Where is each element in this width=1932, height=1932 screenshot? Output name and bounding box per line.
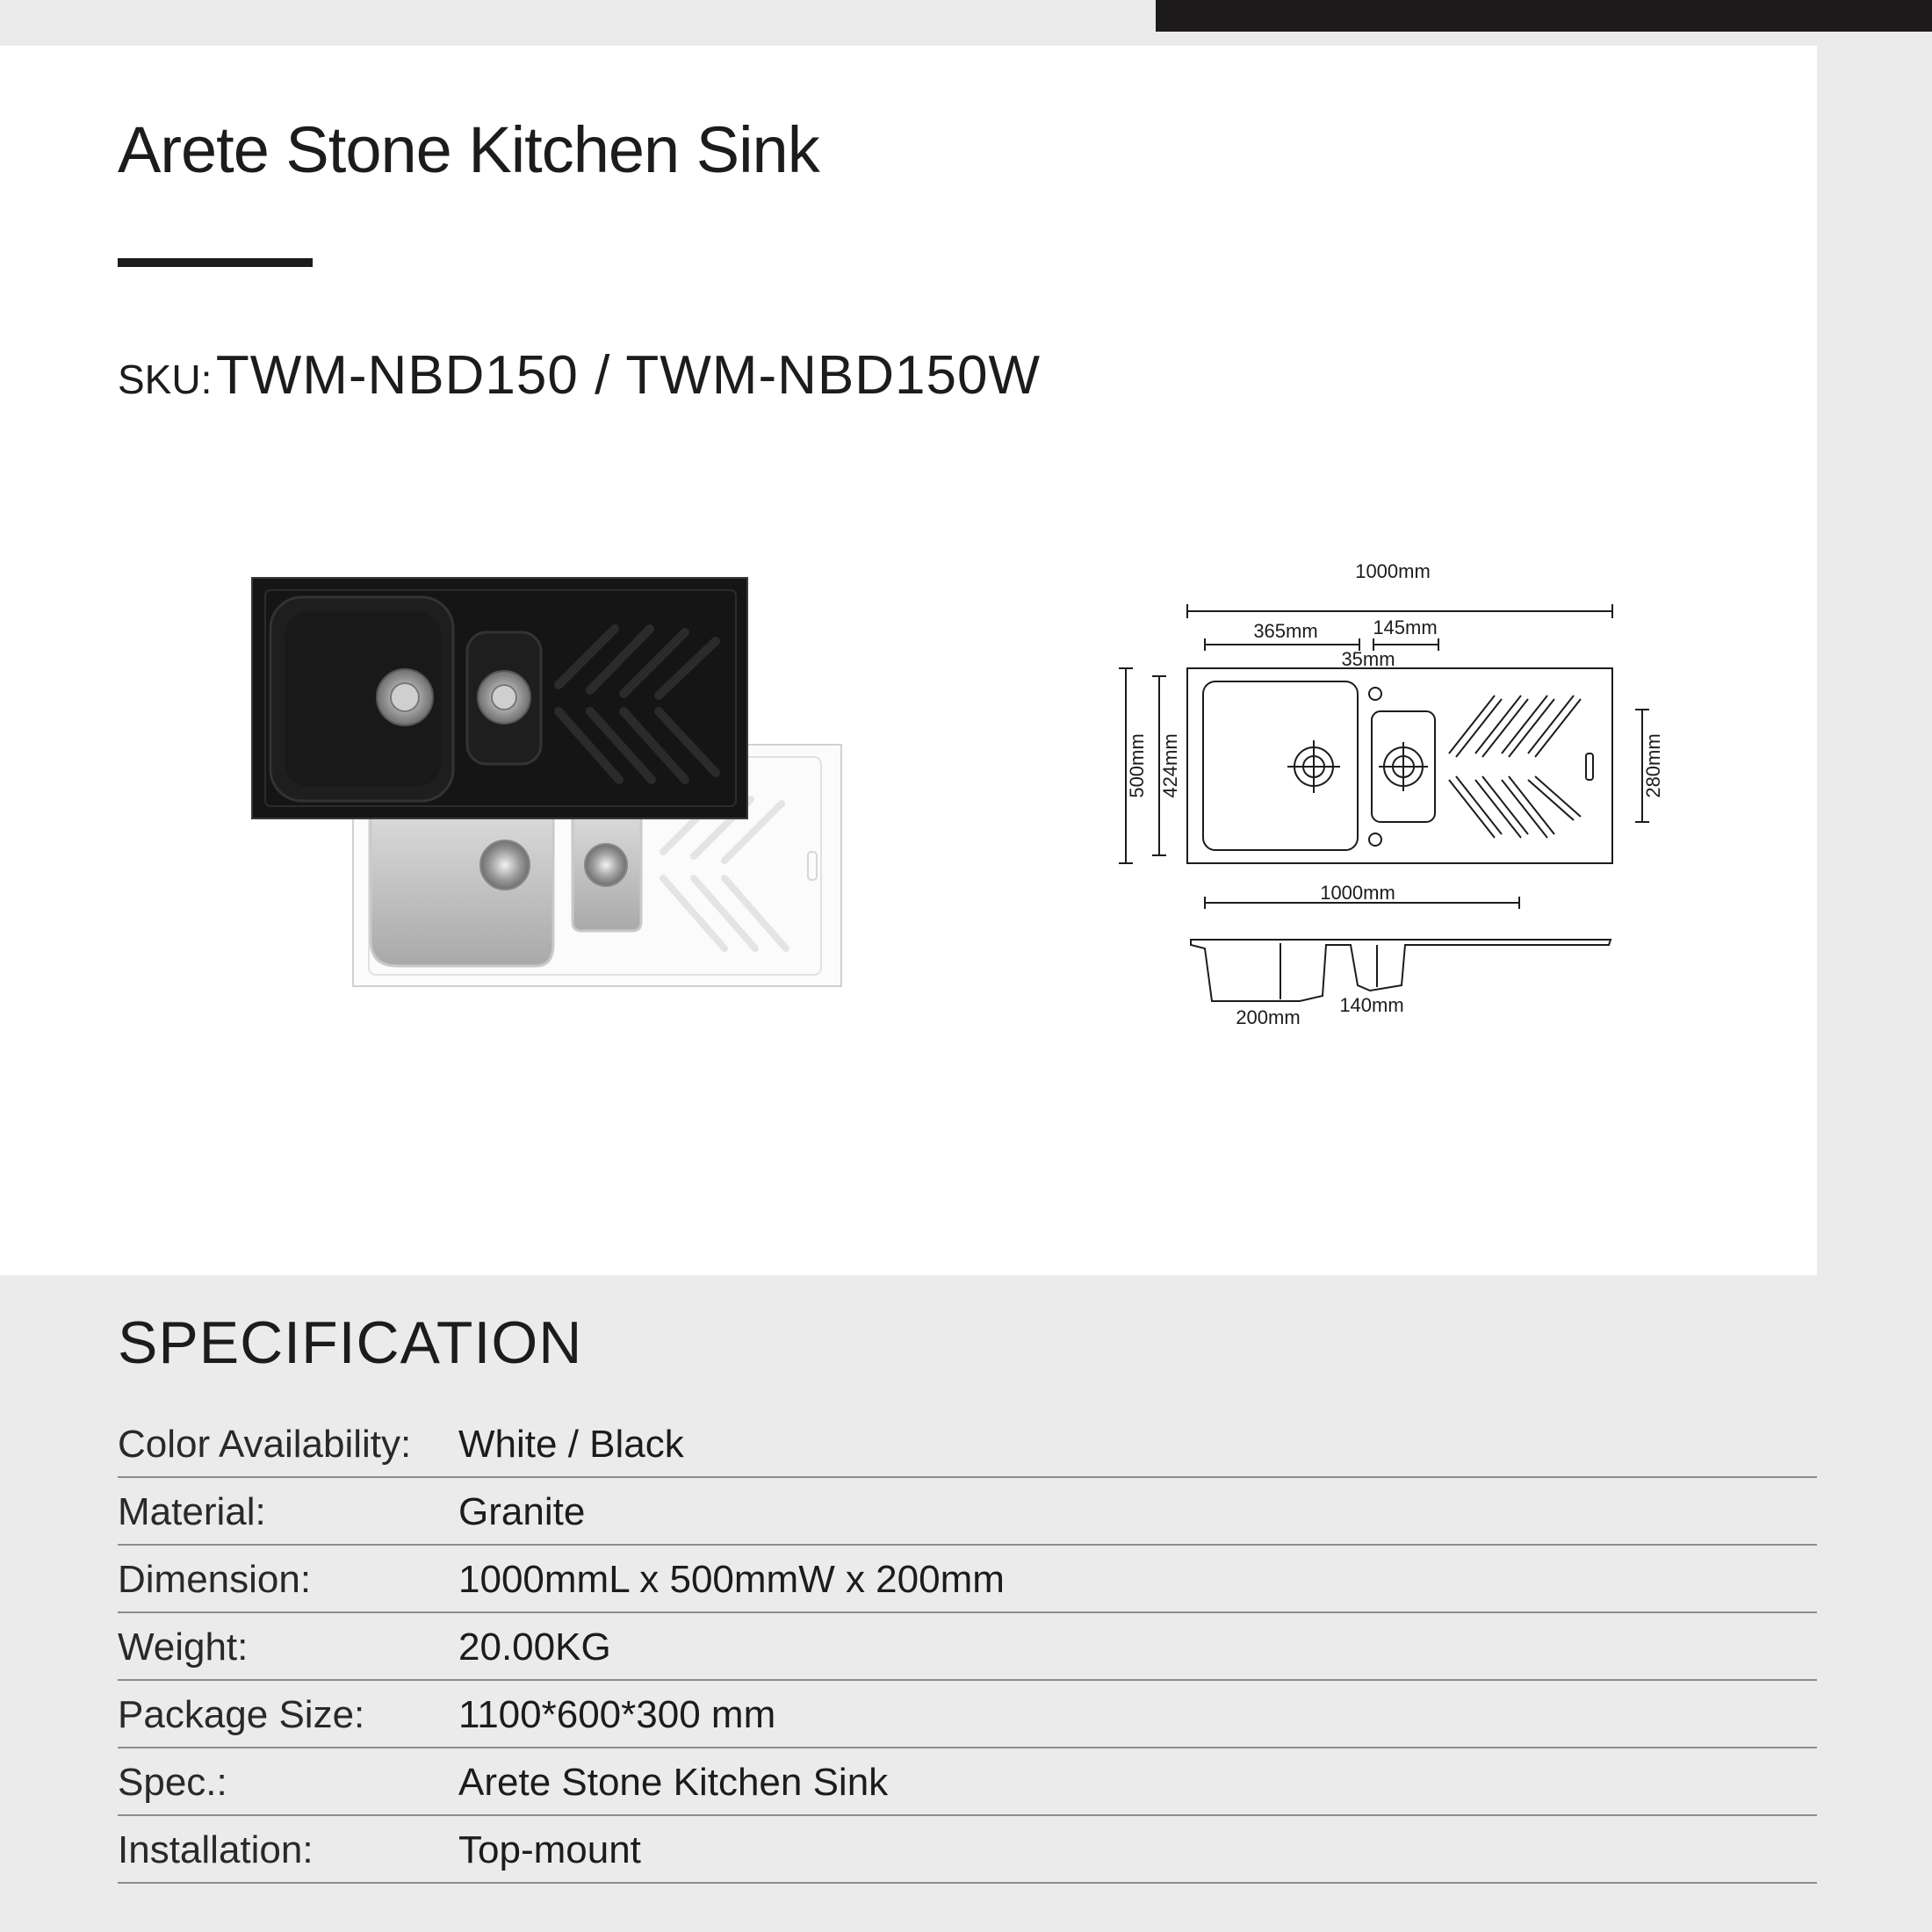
- spec-label: Weight:: [118, 1626, 249, 1669]
- product-photo: [246, 571, 861, 992]
- dim-overall-width: 500mm: [1126, 733, 1148, 798]
- spec-row-installation: [118, 1816, 1817, 1884]
- dim-inner-width: 424mm: [1159, 733, 1181, 798]
- black-sink: [252, 578, 747, 818]
- spec-row-color: [118, 1410, 1817, 1478]
- spec-label: Dimension:: [118, 1558, 312, 1601]
- spec-row-material: [118, 1478, 1817, 1546]
- sku-row: [118, 344, 1041, 407]
- spec-value: 1100*600*300 mm: [458, 1693, 776, 1736]
- dim-small-bowl-width: 145mm: [1373, 616, 1438, 638]
- spec-value: 1000mmL x 500mmW x 200mm: [458, 1558, 1005, 1601]
- spec-row-package-size: [118, 1681, 1817, 1748]
- title-underline: [118, 258, 313, 267]
- dim-small-bowl-depth: 140mm: [1339, 994, 1404, 1016]
- spec-table: [118, 1410, 1817, 1884]
- dim-drainer-width: 280mm: [1642, 733, 1664, 798]
- right-margin: [1817, 32, 1932, 1932]
- top-bar: [1156, 0, 1932, 32]
- spec-value: Top-mount: [458, 1828, 641, 1871]
- spec-row-dimension: [118, 1546, 1817, 1613]
- dim-base-length: 1000mm: [1320, 882, 1395, 904]
- spec-label: Package Size:: [118, 1693, 365, 1736]
- spec-value: Granite: [458, 1490, 586, 1533]
- sku-value: TWM-NBD150 / TWM-NBD150W: [215, 345, 1041, 406]
- dim-bowl-width: 365mm: [1253, 620, 1318, 642]
- spec-row-weight: [118, 1613, 1817, 1681]
- dim-overall-length: 1000mm: [1355, 560, 1431, 582]
- sku-label: SKU:: [118, 357, 213, 402]
- technical-drawing: [1107, 553, 1669, 1045]
- spec-label: Spec.:: [118, 1761, 227, 1804]
- spec-heading: SPECIFICATION: [118, 1309, 583, 1376]
- spec-label: Installation:: [118, 1828, 314, 1871]
- spec-value: 20.00KG: [458, 1626, 611, 1669]
- spec-value: Arete Stone Kitchen Sink: [458, 1761, 889, 1804]
- spec-label: Material:: [118, 1490, 266, 1533]
- dim-bowl-depth: 200mm: [1236, 1006, 1301, 1028]
- spec-row-spec: [118, 1748, 1817, 1816]
- spec-value: White / Black: [458, 1423, 684, 1466]
- page-title: Arete Stone Kitchen Sink: [118, 113, 819, 186]
- dim-gap: 35mm: [1341, 648, 1395, 670]
- spec-label: Color Availability:: [118, 1423, 412, 1466]
